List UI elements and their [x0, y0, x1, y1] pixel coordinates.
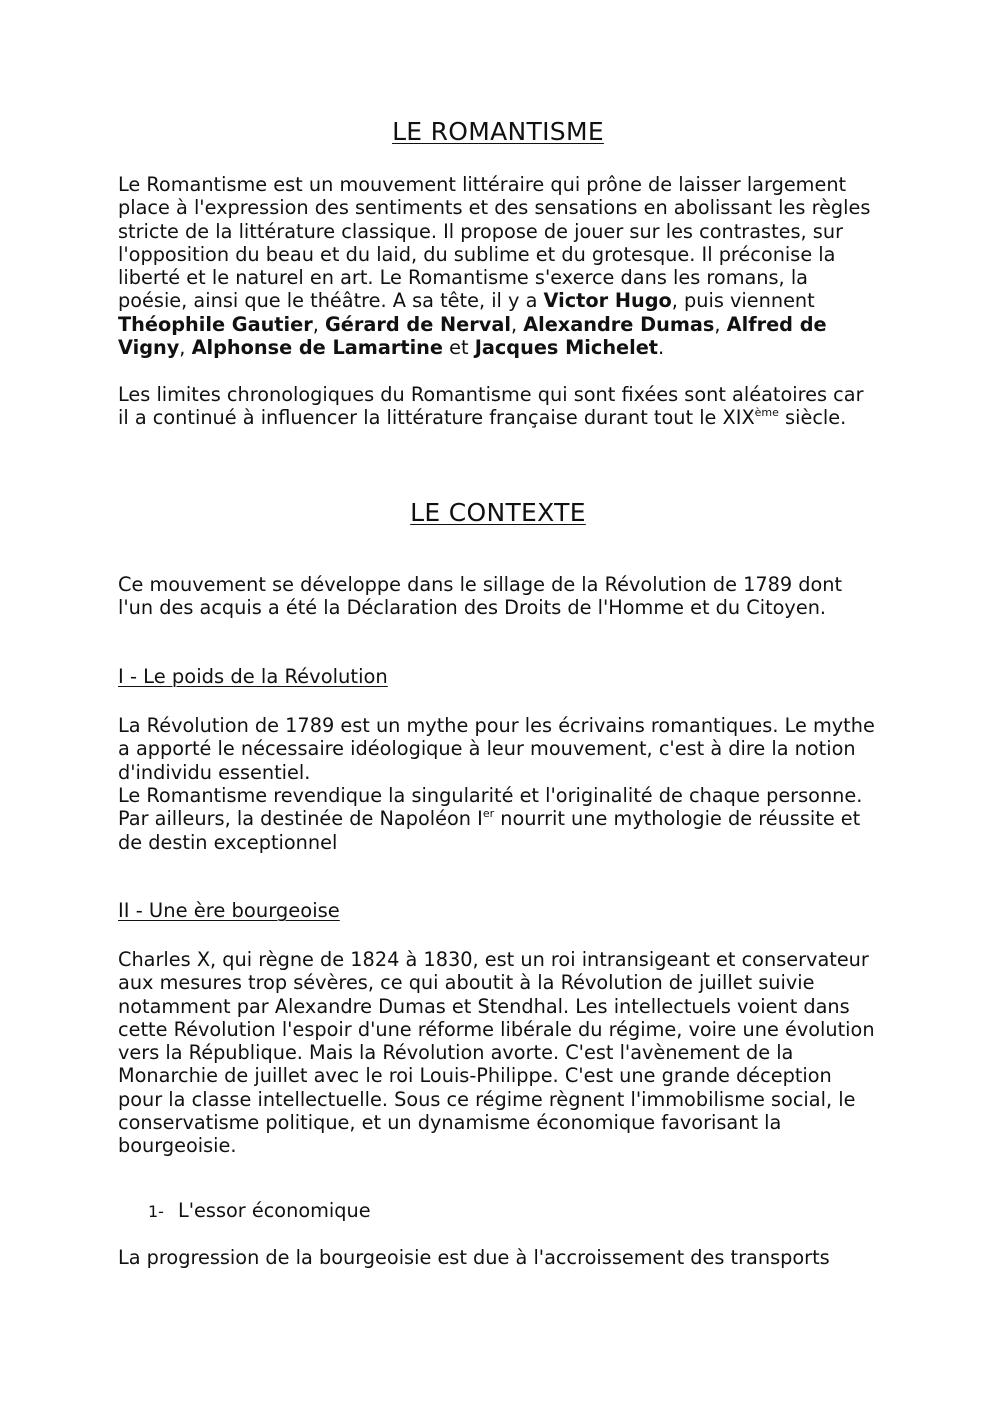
intro-text-2: , puis viennent — [671, 289, 815, 313]
section-2-heading: II - Une ère bourgeoise — [118, 899, 340, 922]
title-romantisme: LE ROMANTISME — [392, 117, 604, 146]
title-contexte: LE CONTEXTE — [410, 498, 586, 527]
intro-text-4: . — [658, 336, 665, 360]
intro-paragraph — [118, 173, 878, 359]
separator: , — [510, 312, 524, 336]
limits-paragraph — [118, 383, 878, 430]
limits-text-2: siècle. — [778, 406, 847, 430]
last-paragraph: La progression de la bourgeoisie est due à l'accroissement des transports — [118, 1246, 830, 1269]
limits-text-1: Les limites chronologiques du Romantisme qui sont fixées sont aléatoires car il a continué à influencer la littérature française durant tout le XIX — [118, 383, 864, 430]
name-alfred-de-vigny: Alfred de Vigny — [118, 312, 827, 360]
section-2-paragraph: Charles X, qui règne de 1824 à 1830, est un roi intransigeant et conservateur aux mesures trop sévères, ce qui aboutit à la Révolution de juillet suivie notamment par Alexandre Dumas et Stendhal. Les intellectuels voient dans cette Révolution l'espoir d'une réforme libérale du régime, voire une évolution vers la République. Mais la Révolution avorte. C'est l'avènement de la Monarchie de juillet avec le roi Louis-Philippe. C'est une grande déception pour la classe intellectuelle. Sous ce régime règnent l'immobilisme social, le conservatisme politique, et un dynamisme économique favorisant la bourgeoisie. — [118, 948, 875, 1158]
context-paragraph: Ce mouvement se développe dans le sillage de la Révolution de 1789 dont l'un des acquis a été la Déclaration des Droits de l'Homme et du Citoyen. — [118, 573, 843, 620]
section-1-text-b: nourrit une mythologie de réussite et de destin exceptionnel — [118, 807, 861, 854]
superscript: er — [482, 807, 495, 821]
section-1-paragraph-2 — [118, 784, 878, 854]
separator: , — [714, 312, 727, 336]
list-item-label: L'essor économique — [178, 1199, 371, 1222]
name-alphonse-de-lamartine: Alphonse de Lamartine — [191, 336, 443, 360]
name-alexandre-dumas: Alexandre Dumas — [523, 312, 715, 336]
name-jacques-michelet: Jacques Michelet — [474, 336, 659, 360]
intro-text-1: Le Romantisme est un mouvement littéraire qui prône de laisser largement place à l'expression des sentiments et des sensations en abolissant les règles stricte de la littérature classique. Il propose de jouer sur les contrastes, sur l'opposition du beau et du laid, du sublime et du grotesque. Il préconise la liberté et le naturel en art. Le Romantisme s'exerce dans les romans, la poésie, ainsi que le théâtre. A sa tête, il y a — [118, 173, 871, 313]
section-1-text-a: Le Romantisme revendique la singularité et l'originalité de chaque personne. Par ailleurs, la destinée de Napoléon I — [118, 784, 863, 831]
name-theophile-gautier: Théophile Gautier — [118, 312, 313, 336]
section-1-heading: I - Le poids de la Révolution — [118, 665, 388, 688]
separator: , — [179, 336, 192, 360]
name-victor-hugo: Victor Hugo — [543, 289, 672, 313]
list-item-number: 1- — [148, 1202, 164, 1221]
name-gerard-de-nerval: Gérard de Nerval — [324, 312, 511, 336]
list-item — [148, 1199, 371, 1222]
separator: , — [312, 312, 325, 336]
section-1-paragraph-1: La Révolution de 1789 est un mythe pour les écrivains romantiques. Le mythe a apporté le nécessaire idéologique à leur mouvement, c'est à dire la notion d'individu essentiel. — [118, 714, 875, 784]
superscript: ème — [754, 406, 779, 420]
intro-text-3: et — [443, 336, 475, 360]
